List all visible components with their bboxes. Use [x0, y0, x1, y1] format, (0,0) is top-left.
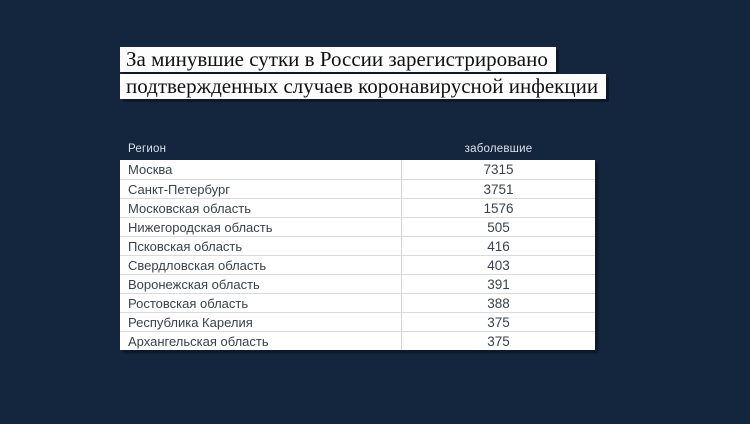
column-header-cases: заболевшие	[464, 143, 533, 155]
region-cell: Псковская область	[120, 237, 402, 255]
table-row	[120, 331, 595, 350]
cases-cell: 403	[487, 257, 510, 273]
table-row	[120, 255, 595, 274]
table-row	[120, 160, 595, 179]
headline-line-2: подтвержденных случаев коронавирусной инфекции	[120, 74, 606, 99]
headline	[120, 47, 606, 101]
table-row	[120, 236, 595, 255]
table-row	[120, 274, 595, 293]
table-row	[120, 312, 595, 331]
region-cell: Воронежская область	[120, 275, 402, 293]
region-cell: Московская область	[120, 199, 402, 217]
cases-cell: 3751	[483, 181, 514, 197]
table-row	[120, 198, 595, 217]
table-body	[120, 160, 595, 350]
region-cell: Свердловская область	[120, 256, 402, 274]
region-cell: Ростовская область	[120, 294, 402, 312]
cases-cell: 416	[487, 238, 510, 254]
region-cell: Нижегородская область	[120, 218, 402, 236]
cases-table	[120, 133, 595, 350]
headline-line-1: За минувшие сутки в России зарегистрировано	[120, 47, 556, 72]
cases-cell: 7315	[483, 162, 514, 177]
region-cell: Архангельская область	[120, 332, 402, 350]
region-cell: Санкт-Петербург	[120, 180, 402, 198]
cases-cell: 391	[487, 276, 510, 292]
region-cell: Москва	[120, 160, 402, 179]
region-cell: Республика Карелия	[120, 313, 402, 331]
cases-cell: 375	[487, 333, 510, 349]
cases-cell: 375	[487, 314, 510, 330]
table-header-row	[120, 133, 595, 160]
cases-cell: 388	[487, 295, 510, 311]
cases-cell: 505	[487, 219, 510, 235]
cases-cell: 1576	[483, 200, 514, 216]
table-row	[120, 293, 595, 312]
table-row	[120, 179, 595, 198]
table-row	[120, 217, 595, 236]
column-header-region: Регион	[128, 143, 167, 155]
